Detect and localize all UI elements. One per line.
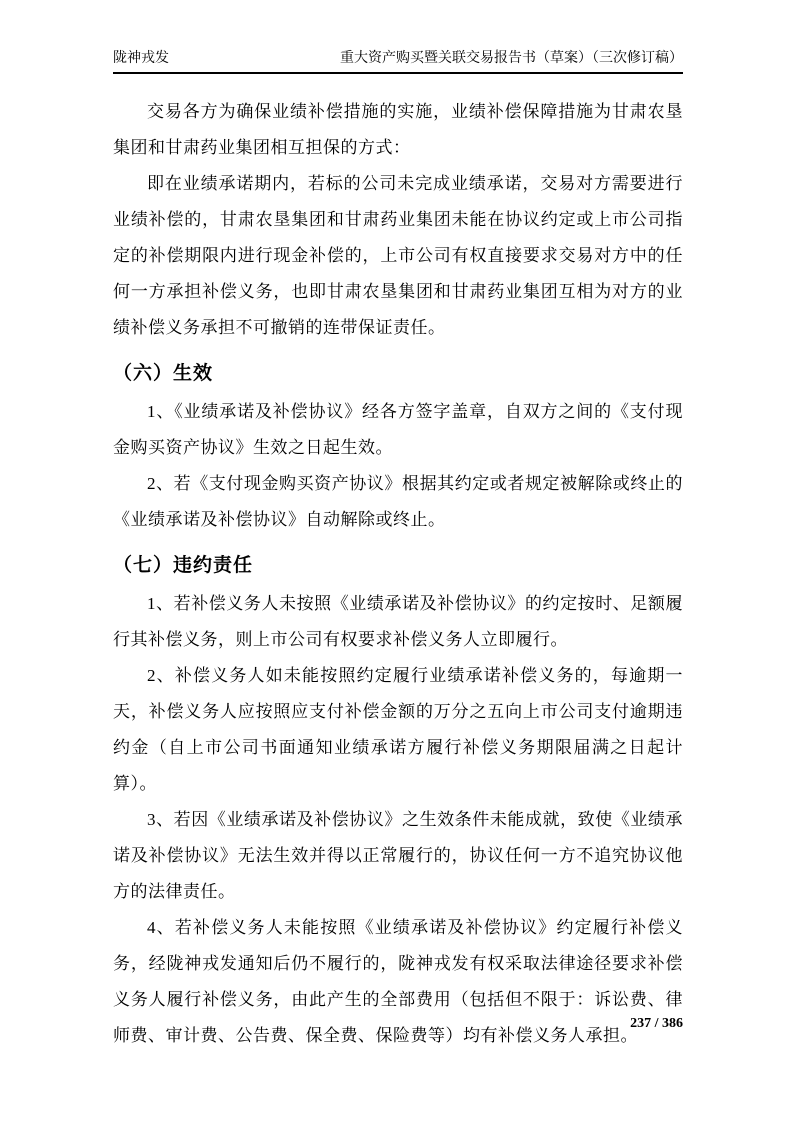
paragraph-breach-1: 1、若补偿义务人未按照《业绩承诺及补偿协议》的约定按时、足额履行其补偿义务，则上市公司有权要求补偿义务人立即履行。 bbox=[113, 594, 683, 649]
paragraph-guarantee-detail: 即在业绩承诺期内，若标的公司未完成业绩承诺，交易对方需要进行业绩补偿的，甘肃农垦集团和甘肃药业集团未能在协议约定或上市公司指定的补偿期限内进行现金补偿的，上市公司有权直接要求交易对方中的任何一方承担补偿义务，也即甘肃农垦集团和甘肃药业集团互相为对方的业绩补偿义务承担不可撤销的连带保证责任。 bbox=[113, 174, 683, 337]
section-heading-effectiveness: （六）生效 bbox=[113, 363, 214, 384]
header-company-name: 陇神戎发 bbox=[113, 51, 169, 66]
document-body bbox=[113, 94, 683, 1054]
paragraph-guarantee-intro: 交易各方为确保业绩补偿措施的实施，业绩补偿保障措施为甘肃农垦集团和甘肃药业集团相互担保的方式： bbox=[113, 102, 683, 157]
header-report-title: 重大资产购买暨关联交易报告书（草案）（三次修订稿） bbox=[340, 51, 683, 66]
page-number: 237 / 386 bbox=[630, 1016, 683, 1031]
section-heading-breach-liability: （七）违约责任 bbox=[113, 555, 254, 576]
paragraph-breach-3: 3、若因《业绩承诺及补偿协议》之生效条件未能成就，致使《业绩承诺及补偿协议》无法生效并得以正常履行的，协议任何一方不追究协议他方的法律责任。 bbox=[113, 810, 683, 901]
paragraph-breach-4: 4、若补偿义务人未能按照《业绩承诺及补偿协议》约定履行补偿义务，经陇神戎发通知后仍不履行的，陇神戎发有权采取法律途径要求补偿义务人履行补偿义务，由此产生的全部费用（包括但不限于：诉讼费、律师费、审计费、公告费、保全费、保险费等）均有补偿义务人承担。 bbox=[113, 918, 683, 1045]
paragraph-breach-2: 2、补偿义务人如未能按照约定履行业绩承诺补偿义务的，每逾期一天，补偿义务人应按照应支付补偿金额的万分之五向上市公司支付逾期违约金（自上市公司书面通知业绩承诺方履行补偿义务期限届满之日起计算）。 bbox=[113, 666, 683, 793]
page-footer bbox=[630, 1016, 683, 1032]
paragraph-effectiveness-1: 1、《业绩承诺及补偿协议》经各方签字盖章，自双方之间的《支付现金购买资产协议》生效之日起生效。 bbox=[113, 402, 683, 457]
paragraph-effectiveness-2: 2、若《支付现金购买资产协议》根据其约定或者规定被解除或终止的《业绩承诺及补偿协议》自动解除或终止。 bbox=[113, 474, 683, 529]
page-header bbox=[113, 50, 683, 74]
